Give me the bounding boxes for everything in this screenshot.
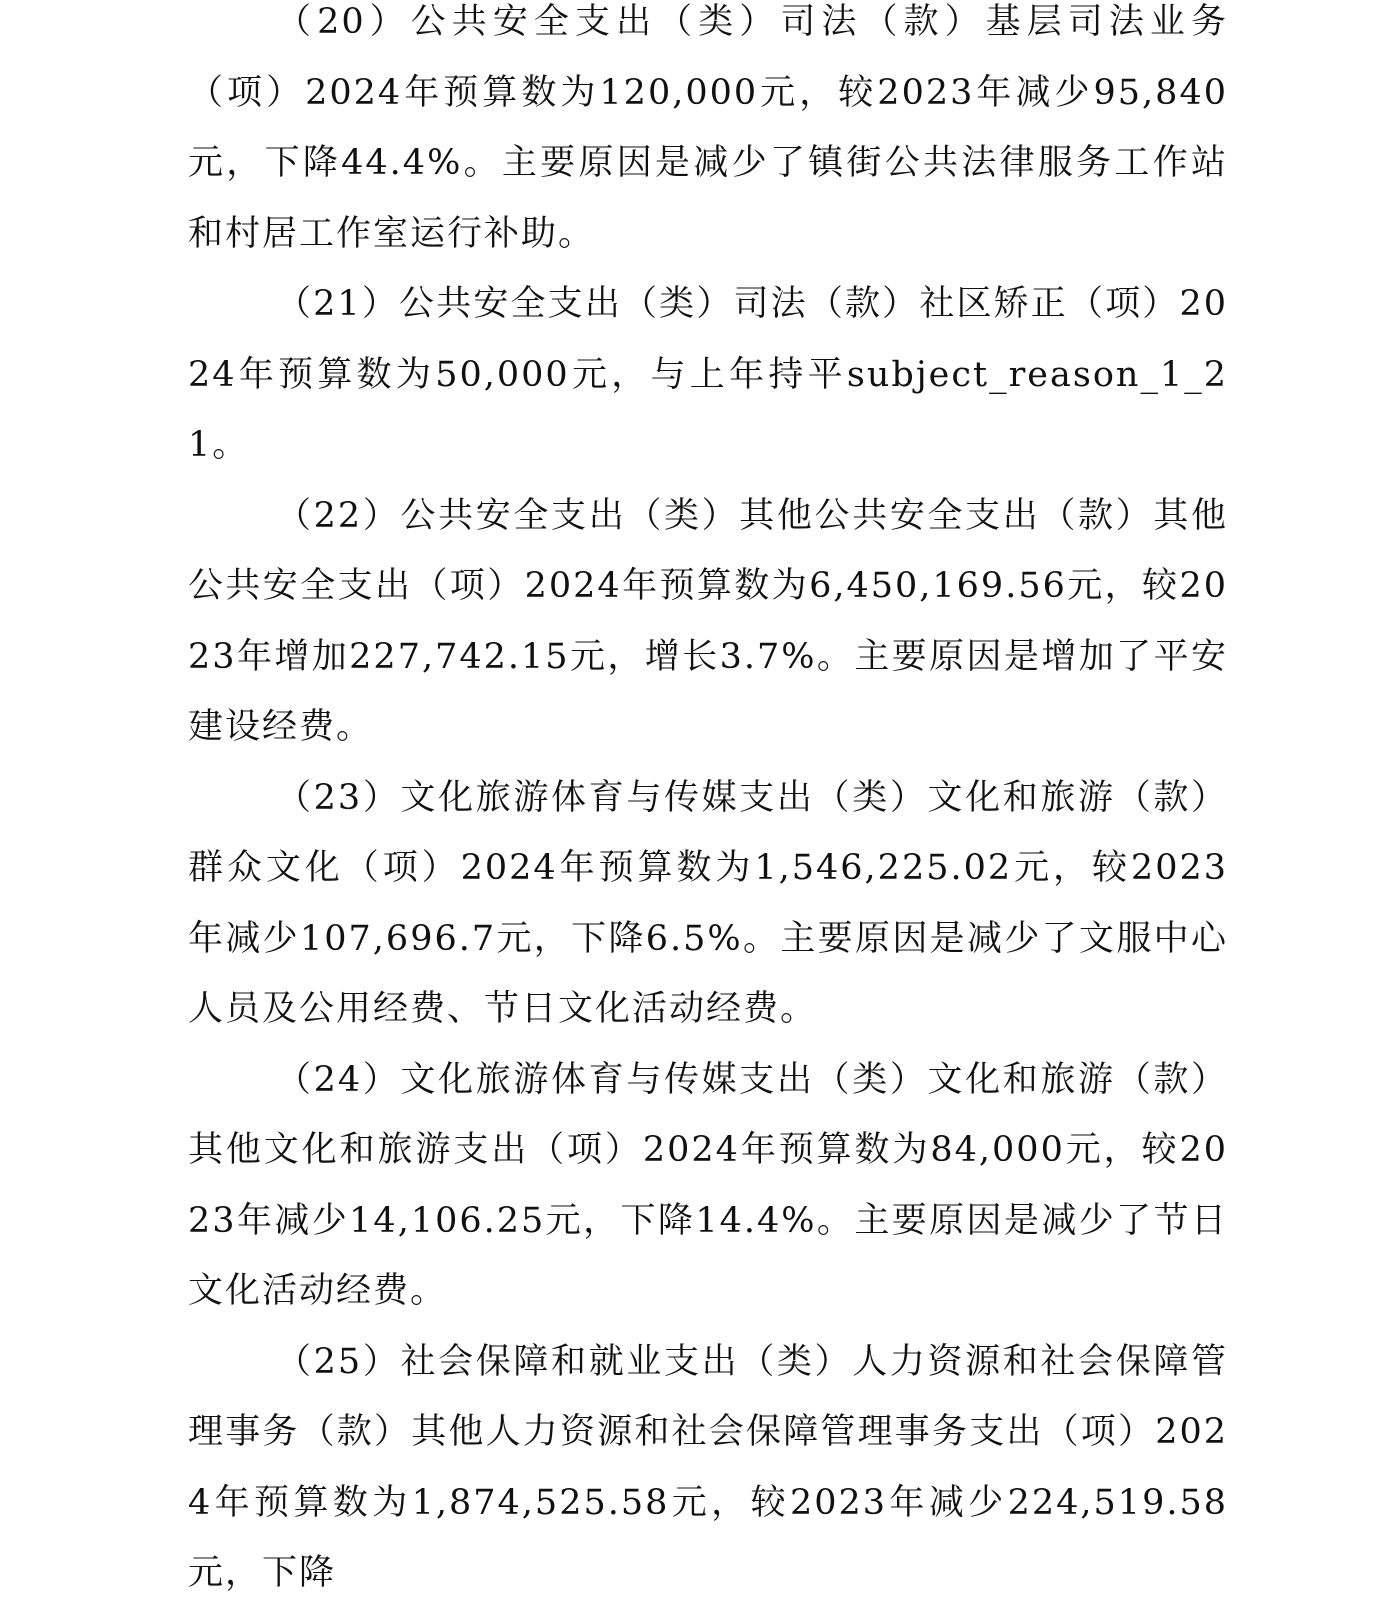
paragraph-item-21: （21）公共安全支出（类）司法（款）社区矫正（项）2024年预算数为50,000元，与上年持平subject_reason_1_21。 — [188, 284, 1228, 465]
paragraph-item-22: （22）公共安全支出（类）其他公共安全支出（款）其他公共安全支出（项）2024年预算数为6,450,169.56元，较2023年增加227,742.15元，增长3.7%。主要原因是增加了平安建设经费。 — [188, 495, 1228, 747]
paragraph-item-23: （23）文化旅游体育与传媒支出（类）文化和旅游（款）群众文化（项）2024年预算数为1,546,225.02元，较2023年减少107,696.7元，下降6.5%。主要原因是减少了文服中心人员及公用经费、节日文化活动经费。 — [188, 777, 1228, 1029]
paragraph-item-20: （20）公共安全支出（类）司法（款）基层司法业务（项）2024年预算数为120,000元，较2023年减少95,840元，下降44.4%。主要原因是减少了镇街公共法律服务工作站和村居工作室运行补助。 — [188, 2, 1228, 254]
paragraph-item-24: （24）文化旅游体育与传媒支出（类）文化和旅游（款）其他文化和旅游支出（项）2024年预算数为84,000元，较2023年减少14,106.25元，下降14.4%。主要原因是减少了节日文化活动经费。 — [188, 1059, 1228, 1311]
document-page — [188, 0, 1228, 1609]
paragraph-item-25: （25）社会保障和就业支出（类）人力资源和社会保障管理事务（款）其他人力资源和社会保障管理事务支出（项）2024年预算数为1,874,525.58元，较2023年减少224,519.58元，下降 — [188, 1341, 1228, 1593]
